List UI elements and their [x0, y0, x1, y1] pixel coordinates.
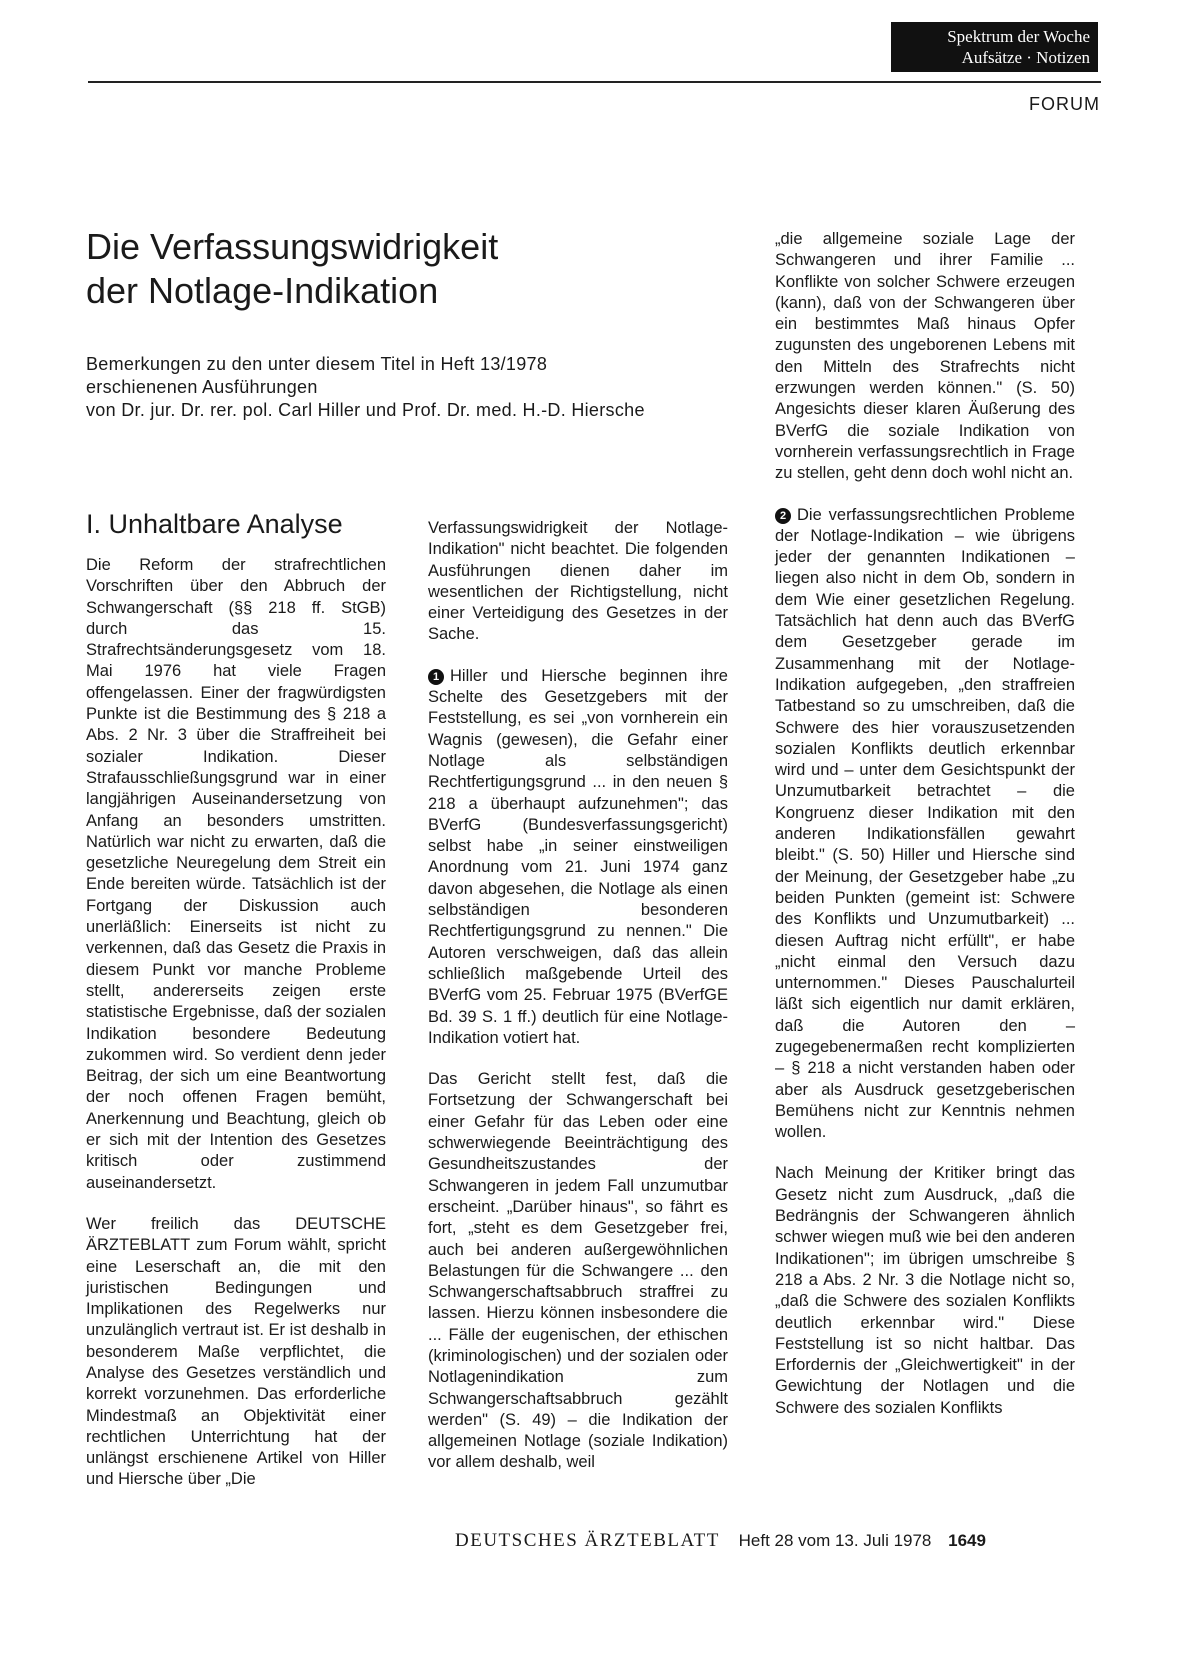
paragraph: Wer freilich das DEUTSCHE ÄRZTEBLATT zum Forum wählt, spricht eine Leserschaft an, die mit den juristischen Bedingungen und Implikationen des Regelwerks nur unzulänglich vertraut ist. Er ist deshalb in besonderem Maße verpflichtet, die Analyse des Gesetzes verständlich und korrekt vorzunehmen. Das erforderliche Mindestmaß an Objektivität einer rechtlichen Unterrichtung hat der unlängst erschienene Artikel von Hiller und Hiersche über „Die	[86, 1214, 386, 1489]
paragraph: Nach Meinung der Kritiker bringt das Gesetz nicht zum Ausdruck, „daß die Bedrängnis der Schwangeren ähnlich schwer wiegen muß wie bei den anderen Indikationen"; im übrigen umschreibe § 218 a Abs. 2 Nr. 3 die Notlage nicht so, „daß die Schwere des sozialen Konflikts deutlich erkennbar wird." Diese Feststellung ist so nicht haltbar. Das Erfordernis der „Gleichwertigkeit" in der Gewichtung der Notlagen und die Schwere des sozialen Konflikts	[775, 1164, 1075, 1417]
section-heading: I. Unhaltbare Analyse	[86, 509, 343, 539]
section-label	[891, 22, 1098, 72]
title-line-2: der Notlage-Indikation	[86, 270, 439, 311]
numbered-marker-icon: 1	[428, 669, 444, 685]
paragraph: Das Gericht stellt fest, daß die Fortsetzung der Schwangerschaft bei einer Gefahr für das Leben oder eine schwerwiegende Beeinträchtigung des Gesundheitszustandes der Schwangeren in jedem Fall unzumutbar erscheint. „Darüber hinaus", so fährt es fort, „steht es dem Gesetzgeber frei, auch bei anderen außergewöhnlichen Belastungen für die Schwangere ... den Schwangerschaftsabbruch straffrei zu lassen. Hierzu können insbesondere die ... Fälle der eugenischen, der ethischen (kriminologischen) und der sozialen oder Notlagenindikation zum Schwangerschaftsabbruch gezählt werden" (S. 49) – die Indikation der allgemeinen Notlage (soziale Indikation) vor allem deshalb, weil	[428, 1070, 728, 1472]
subtitle-line-2: erschienenen Ausführungen	[86, 377, 318, 397]
section-label-line2: Aufsätze · Notizen	[961, 48, 1090, 67]
title-line-1: Die Verfassungswidrigkeit	[86, 226, 499, 267]
numbered-marker-icon: 2	[775, 508, 791, 524]
forum-label: FORUM	[1029, 94, 1100, 114]
journal-name: DEUTSCHES ÄRZTEBLATT	[455, 1530, 720, 1551]
article-subtitle	[86, 353, 766, 422]
subtitle-line-3: von Dr. jur. Dr. rer. pol. Carl Hiller und Prof. Dr. med. H.-D. Hiersche	[86, 400, 645, 420]
paragraph: Verfassungswidrigkeit der Notlage-Indikation" nicht beachtet. Die folgenden Ausführungen dienen daher im wesentlichen der Richtigstellung, nicht einer Verteidigung des Gesetzes in der Sache.	[428, 519, 728, 644]
column-1	[86, 507, 386, 1511]
article-title	[86, 225, 686, 313]
issue-info: Heft 28 vom 13. Juli 1978	[738, 1531, 932, 1550]
column-2	[428, 518, 728, 1494]
paragraph	[775, 505, 1075, 1144]
section-label-line1: Spektrum der Woche	[947, 27, 1090, 46]
paragraph: „die allgemeine soziale Lage der Schwangeren und ihrer Familie ... Konflikte von solcher Schwere erzeugen (kann), daß von der Schwangeren über ein bestimmtes Maß hinaus Opfer zugunsten des ungeborenen Lebens mit den Mitteln des Strafrechts nicht erzwungen werden können." (S. 50) Angesichts dieser klaren Äußerung des BVerfG die soziale Indikation von vornherein verfassungsrechtlich in Frage zu stellen, geht denn doch wohl nicht an.	[775, 230, 1075, 483]
page-number: 1649	[948, 1531, 986, 1550]
paragraph-text: Die verfassungsrechtlichen Probleme der Notlage-Indikation – wie übrigens jeder der genannten Indikationen – liegen also nicht in dem Ob, sondern in dem Wie einer gesetzlichen Regelung. Tatsächlich hat denn auch das BVerfG dem Gesetzgeber gerade im Zusammenhang mit der Notlage-Indikation aufgegeben, „den straffreien Tatbestand so zu umschreiben, daß die Schwere des hier vorauszusetzenden sozialen Konflikts deutlich erkennbar wird und – unter dem Gesichtspunkt der Unzumutbarkeit betrachtet – die Kongruenz dieser Indikation mit den anderen Indikationsfällen gewahrt bleibt." (S. 50) Hiller und Hiersche sind der Meinung, der Gesetzgeber habe „zu beiden Punkten (gemeint ist: Schwere des Konflikts und Unzumutbarkeit) ... diesen Auftrag nicht erfüllt", er habe „nicht einmal den Versuch dazu unternommen." Dieses Pauschalurteil läßt sich eigentlich nur damit erklären, daß die Autoren den – zugegebenermaßen recht komplizierten – § 218 a nicht verstanden haben oder aber als Ausdruck gesetzgeberischen Bemühens nicht zur Kenntnis nehmen wollen.	[775, 505, 1075, 1142]
paragraph	[428, 666, 728, 1049]
subtitle-line-1: Bemerkungen zu den unter diesem Titel in Heft 13/1978	[86, 354, 548, 374]
paragraph-text: Hiller und Hiersche beginnen ihre Schelte des Gesetzgebers mit der Feststellung, es sei „von vornherein ein Wagnis (gewesen), die Gefahr einer Notlage als selbständigen Rechtfertigungsgrund ... in den neuen § 218 a überhaupt aufzunehmen"; das BVerfG (Bundesverfassungsgericht) selbst habe „in seiner einstweiligen Anordnung vom 21. Juni 1974 ganz davon abgesehen, die Notlage als einen selbständigen besonderen Rechtfertigungsgrund zu nennen." Die Autoren verschweigen, daß das allein schließlich maßgebende Urteil des BVerfG vom 25. Februar 1975 (BVerfGE Bd. 39 S. 1 ff.) deutlich für eine Notlage-Indikation votiert hat.	[428, 666, 728, 1047]
column-3	[775, 229, 1075, 1439]
page-footer	[455, 1530, 986, 1552]
paragraph: Die Reform der strafrechtlichen Vorschriften über den Abbruch der Schwangerschaft (§§ 218 ff. StGB) durch das 15. Strafrechtsänderungsgesetz vom 18. Mai 1976 hat viele Fragen offengelassen. Einer der fragwürdigsten Punkte ist die Bestimmung des § 218 a Abs. 2 Nr. 3 über die Straffreiheit bei sozialer Indikation. Dieser Strafausschließungsgrund war in einer langjährigen Auseinandersetzung von Anfang an besonders umstritten. Natürlich war nicht zu erwarten, daß die gesetzliche Neuregelung dem Streit ein Ende bereiten würde. Tatsächlich ist der Fortgang der Diskussion auch unerläßlich: Einerseits ist nicht zu verkennen, daß das Gesetz die Praxis in diesem Punkt vor manche Probleme stellt, andererseits zeigen erste statistische Ergebnisse, daß der sozialen Indikation besondere Bedeutung zukommen wird. So verdient denn jeder Beitrag, der sich um eine Beantwortung der noch offenen Fragen bemüht, Anerkennung und Beachtung, gleich ob er sich mit der Intention des Gesetzes kritisch oder zustimmend auseinandersetzt.	[86, 556, 386, 1192]
top-rule	[88, 81, 1101, 83]
